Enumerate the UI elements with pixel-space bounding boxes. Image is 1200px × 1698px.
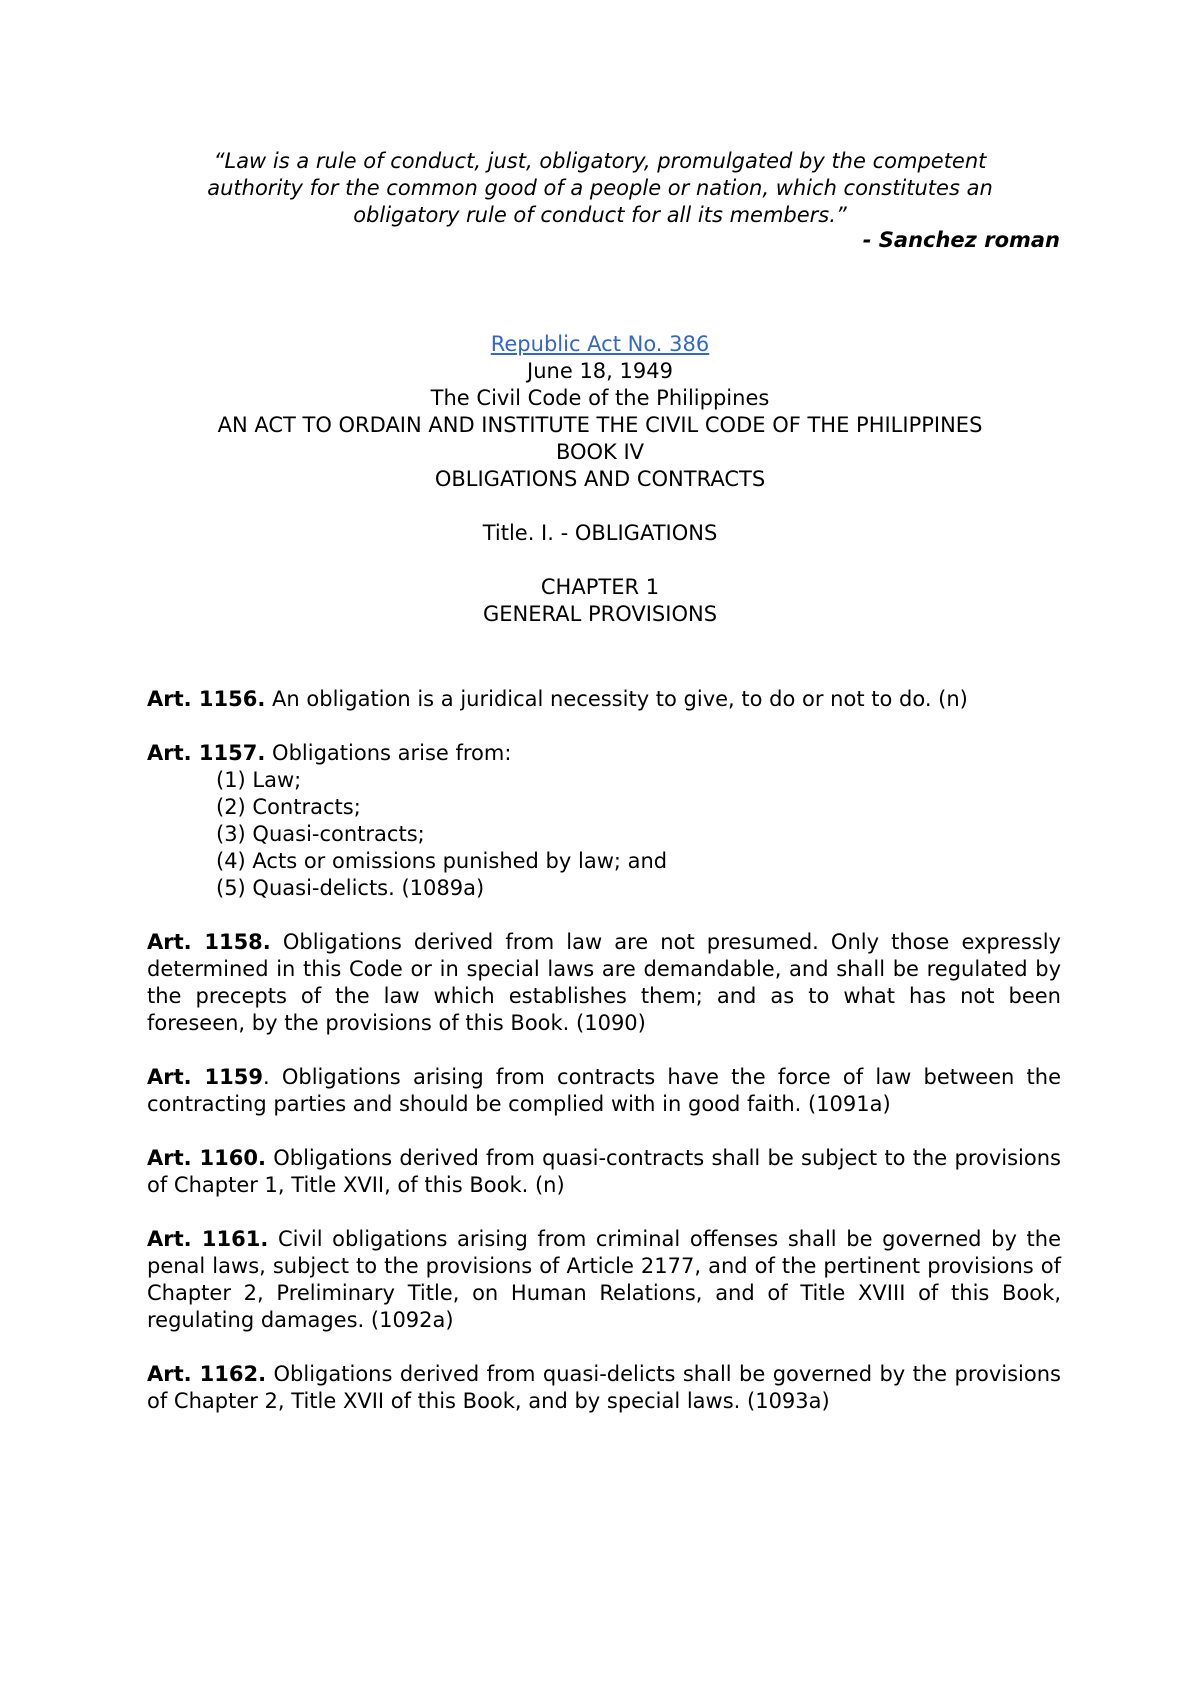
article-1161 [147,1226,1061,1334]
list-item: (1) Law; [216,768,302,792]
article-text: Obligations derived from quasi-delicts shall be governed by the provisions of Chapter 2, Title XVII of this Book, and by special laws. (1093a) [147,1362,1061,1413]
article-number: Art. 1162. [147,1362,267,1386]
act-title: AN ACT TO ORDAIN AND INSTITUTE THE CIVIL CODE OF THE PHILIPPINES [217,413,983,437]
list-item: (5) Quasi-delicts. (1089a) [216,876,485,900]
article-1158 [147,929,1061,1037]
list-item: (3) Quasi-contracts; [216,822,425,846]
title-label: Title. I. - OBLIGATIONS [482,521,718,545]
article-text: An obligation is a juridical necessity to give, to do or not to do. (n) [265,687,968,711]
article-text: Civil obligations arising from criminal offenses shall be governed by the penal laws, subject to the provisions of Article 2177, and of the pertinent provisions of Chapter 2, Preliminary Title, on Human Relations, and of Title XVIII of this Book, regulating damages. (1092a) [147,1227,1061,1332]
republic-act-link[interactable]: Republic Act No. 386 [490,332,710,356]
article-number: Art. 1160. [147,1146,266,1170]
document-heading [160,331,1040,628]
code-name: The Civil Code of the Philippines [430,386,770,410]
article-1156 [147,686,1061,713]
article-1162 [147,1361,1061,1415]
article-number: Art. 1156. [147,687,266,711]
articles-body [147,686,1061,1442]
article-number: Art. 1161. [147,1227,269,1251]
article-text: Obligations derived from quasi-contracts shall be subject to the provisions of Chapter 1, Title XVII, of this Book. (n) [147,1146,1061,1197]
article-text: Obligations derived from law are not presumed. Only those expressly determined in this Code or in special laws are demandable, and shall be regulated by the precepts of the law which establishes them; and as to what has not been foreseen, by the provisions of this Book. (1090) [147,930,1061,1035]
book-title: OBLIGATIONS AND CONTRACTS [434,467,766,491]
article-text: Obligations arise from: [265,741,512,765]
article-1157 [147,740,1061,902]
chapter-title: GENERAL PROVISIONS [482,602,718,626]
list-item: (2) Contracts; [216,795,361,819]
epigraph-quote: “Law is a rule of conduct, just, obligatory, promulgated by the competent authority for the common good of a people or nation, which constitutes an obligatory rule of conduct for all its members.” [207,149,993,227]
article-1160 [147,1145,1061,1199]
article-number: Art. 1159 [147,1065,263,1089]
book-label: BOOK IV [555,440,645,464]
article-number: Art. 1158. [147,930,271,954]
spacer [160,493,1040,520]
list-item: (4) Acts or omissions punished by law; and [216,849,668,873]
quote-author: - Sanchez roman [862,228,1060,252]
spacer [160,547,1040,574]
act-date: June 18, 1949 [527,359,673,383]
article-1159 [147,1064,1061,1118]
article-number: Art. 1157. [147,741,266,765]
chapter-label: CHAPTER 1 [540,575,660,599]
article-text: . Obligations arising from contracts have the force of law between the contracting parties and should be complied with in good faith. (1091a) [147,1065,1061,1116]
